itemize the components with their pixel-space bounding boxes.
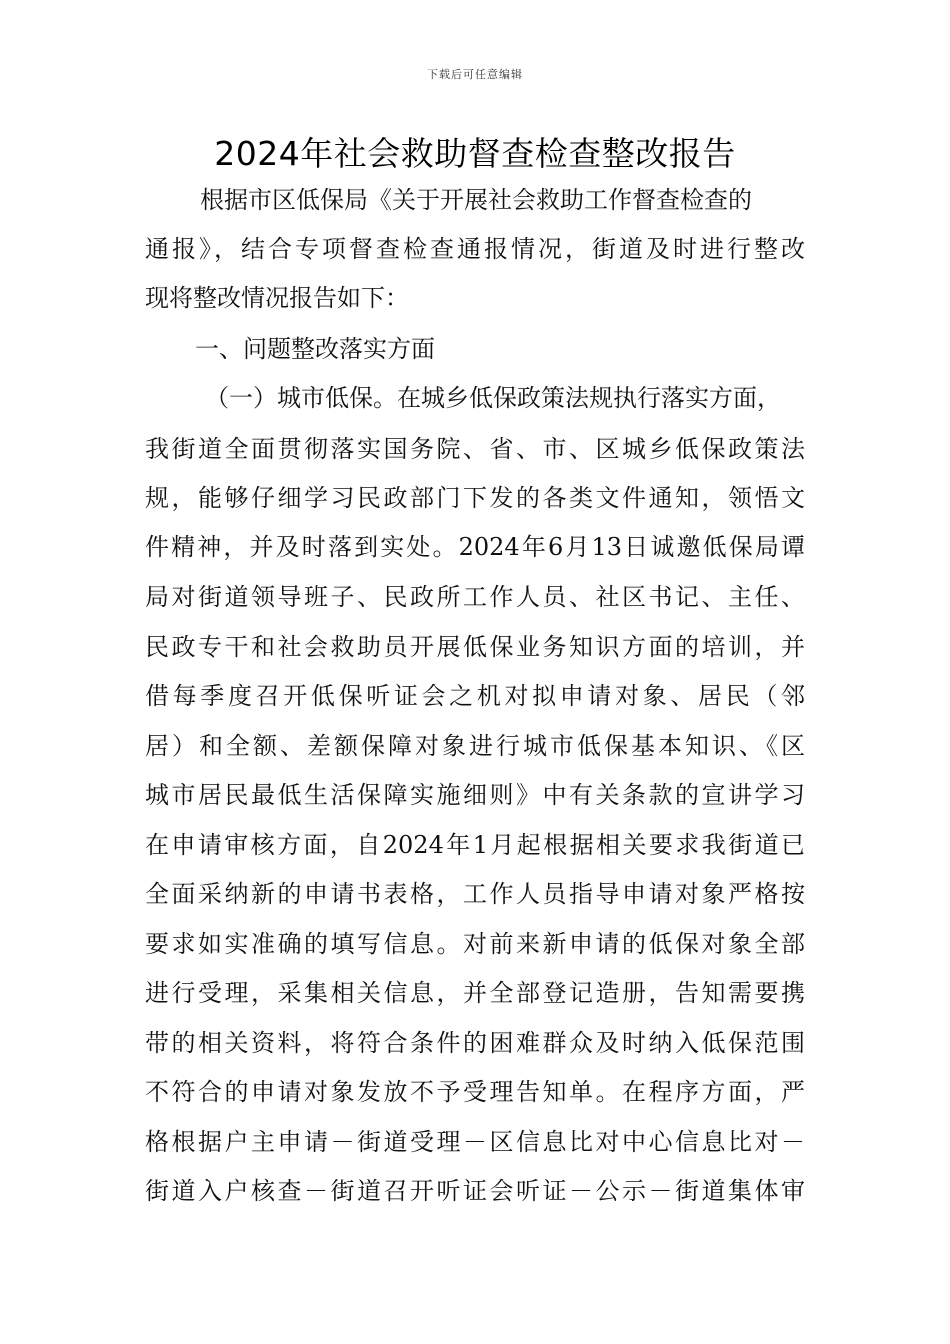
body-line: 格根据户主申请－街道受理－区信息比对中心信息比对－ [145, 1128, 805, 1156]
body-line: 民政专干和社会救助员开展低保业务知识方面的培训，并 [145, 633, 805, 661]
body-line: 现将整改情况报告如下： [145, 284, 409, 312]
body-line: 件精神，并及时落到实处。2024年6月13日诚邀低保局谭 [145, 533, 805, 561]
body-line: 不符合的申请对象发放不予受理告知单。在程序方面，严 [145, 1078, 805, 1106]
section-heading: 一、问题整改落实方面 [195, 335, 435, 363]
body-line: 在申请审核方面，自2024年1月起根据相关要求我街道已 [145, 831, 805, 859]
body-line: 要求如实准确的填写信息。对前来新申请的低保对象全部 [145, 930, 805, 958]
body-line: 局对街道领导班子、民政所工作人员、社区书记、主任、 [145, 583, 805, 611]
body-line: 城市居民最低生活保障实施细则》中有关条款的宣讲学习 [145, 781, 805, 809]
body-line: 我街道全面贯彻落实国务院、省、市、区城乡低保政策法 [145, 435, 805, 463]
body-line: 通报》，结合专项督查检查通报情况，街道及时进行整改 [145, 235, 805, 263]
body-line: 借每季度召开低保听证会之机对拟申请对象、居民（邻 [145, 682, 805, 710]
body-line: 全面采纳新的申请书表格，工作人员指导申请对象严格按 [145, 880, 805, 908]
body-line: 根据市区低保局《关于开展社会救助工作督查检查的 [200, 186, 752, 214]
body-line: 居）和全额、差额保障对象进行城市低保基本知识、《区 [145, 732, 805, 760]
body-line: 带的相关资料，将符合条件的困难群众及时纳入低保范围 [145, 1029, 805, 1057]
header-note: 下载后可任意编辑 [427, 68, 523, 81]
body-line: 街道入户核查－街道召开听证会听证－公示－街道集体审 [145, 1177, 805, 1205]
document-title: 2024年社会救助督查检查整改报告 [214, 134, 736, 173]
subsection-heading: （一）城市低保。在城乡低保政策法规执行落实方面， [205, 384, 781, 412]
body-line: 规，能够仔细学习民政部门下发的各类文件通知，领悟文 [145, 484, 805, 512]
body-line: 进行受理，采集相关信息，并全部登记造册，告知需要携 [145, 979, 805, 1007]
